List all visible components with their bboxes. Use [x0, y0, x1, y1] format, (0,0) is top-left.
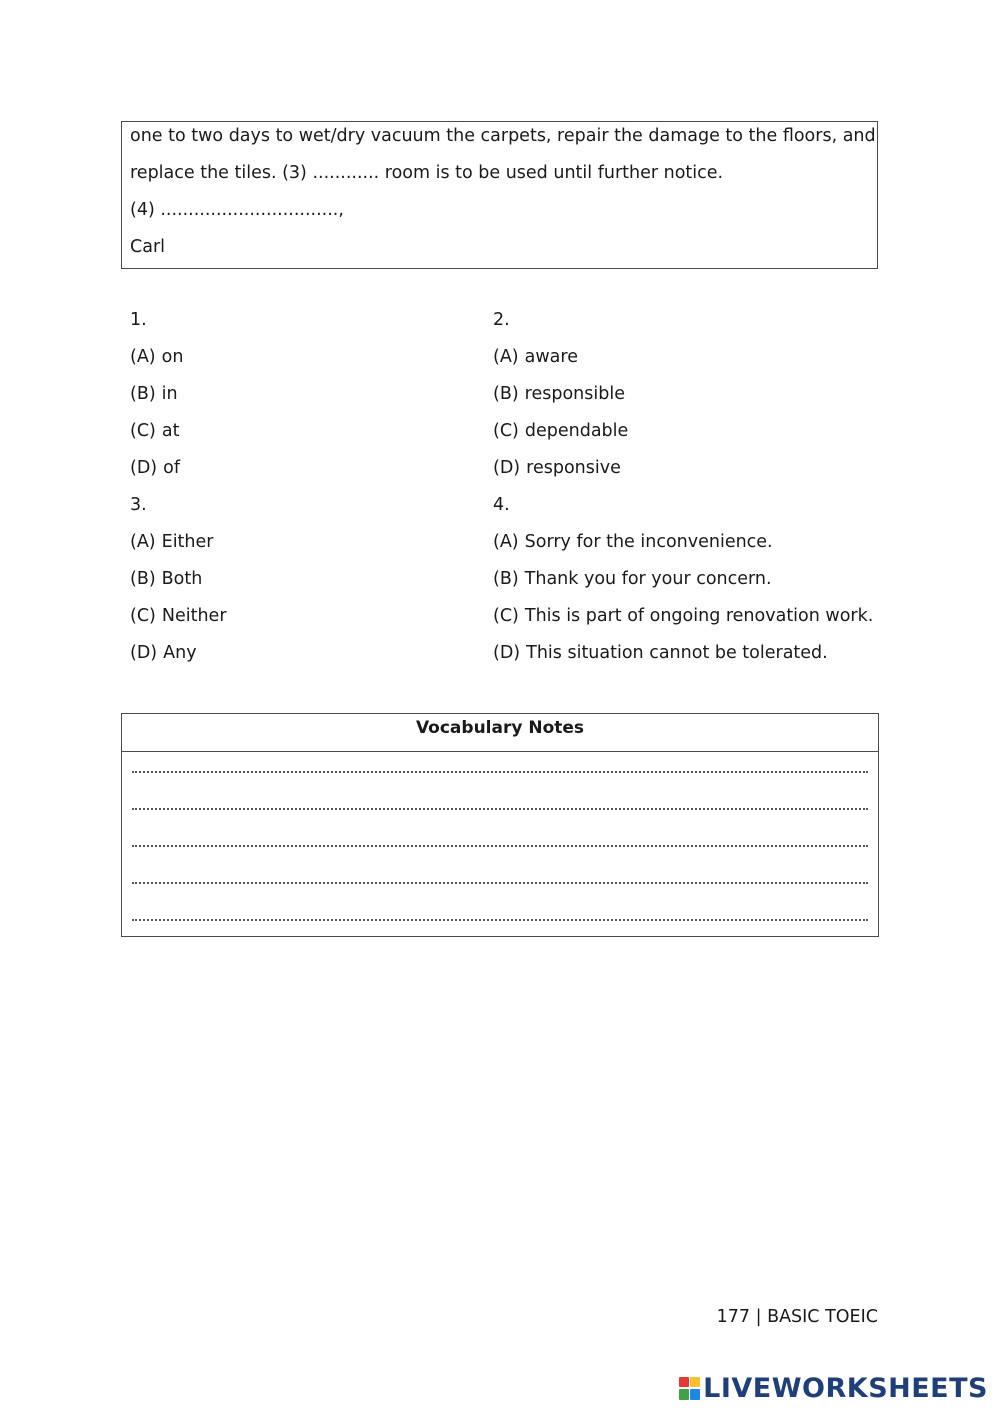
vocabulary-notes-title: Vocabulary Notes	[122, 714, 878, 752]
passage-line-1: one to two days to wet/dry vacuum the carpets, repair the damage to the floors, and	[130, 126, 876, 146]
option-row	[130, 455, 890, 492]
passage-line-2: replace the tiles. (3) ............ room is to be used until further notice.	[130, 163, 724, 183]
liveworksheets-brand-name: LIVEWORKSHEETS	[703, 1373, 988, 1404]
question-options	[130, 307, 890, 677]
vocabulary-note-lines	[122, 752, 878, 937]
passage-box	[121, 121, 878, 269]
question-2-number: 2.	[493, 310, 510, 330]
q1-option-c[interactable]: (C) at	[130, 421, 180, 441]
q2-option-a[interactable]: (A) aware	[493, 347, 578, 367]
question-3-4-heading	[130, 492, 890, 529]
q2-option-d[interactable]: (D) responsive	[493, 458, 621, 478]
q1-option-b[interactable]: (B) in	[130, 384, 178, 404]
question-3-number: 3.	[130, 495, 147, 515]
vocabulary-note-line[interactable]	[132, 826, 868, 863]
option-row	[130, 418, 890, 455]
q2-option-b[interactable]: (B) responsible	[493, 384, 625, 404]
option-row	[130, 566, 890, 603]
q4-option-d[interactable]: (D) This situation cannot be tolerated.	[493, 643, 828, 663]
question-1-2-heading	[130, 307, 890, 344]
vocabulary-notes-box	[121, 713, 879, 937]
liveworksheets-brand	[679, 1373, 988, 1405]
passage-line-4: Carl	[130, 237, 165, 257]
option-row	[130, 640, 890, 677]
vocabulary-note-line[interactable]	[132, 752, 868, 789]
page-number-footer: 177 | BASIC TOEIC	[716, 1307, 878, 1327]
q2-option-c[interactable]: (C) dependable	[493, 421, 629, 441]
vocabulary-note-line[interactable]	[132, 900, 868, 937]
option-row	[130, 344, 890, 381]
vocabulary-note-line[interactable]	[132, 863, 868, 900]
q4-option-c[interactable]: (C) This is part of ongoing renovation work.	[493, 606, 874, 626]
question-4-number: 4.	[493, 495, 510, 515]
liveworksheets-logo-icon	[679, 1377, 701, 1401]
option-row	[130, 603, 890, 640]
option-row	[130, 381, 890, 418]
q3-option-a[interactable]: (A) Either	[130, 532, 214, 552]
option-row	[130, 529, 890, 566]
q4-option-a[interactable]: (A) Sorry for the inconvenience.	[493, 532, 773, 552]
question-1-number: 1.	[130, 310, 147, 330]
vocabulary-note-line[interactable]	[132, 789, 868, 826]
passage-line-3: (4) ................................,	[130, 200, 344, 220]
q3-option-b[interactable]: (B) Both	[130, 569, 203, 589]
q3-option-c[interactable]: (C) Neither	[130, 606, 227, 626]
q3-option-d[interactable]: (D) Any	[130, 643, 197, 663]
q1-option-a[interactable]: (A) on	[130, 347, 184, 367]
q4-option-b[interactable]: (B) Thank you for your concern.	[493, 569, 772, 589]
q1-option-d[interactable]: (D) of	[130, 458, 181, 478]
